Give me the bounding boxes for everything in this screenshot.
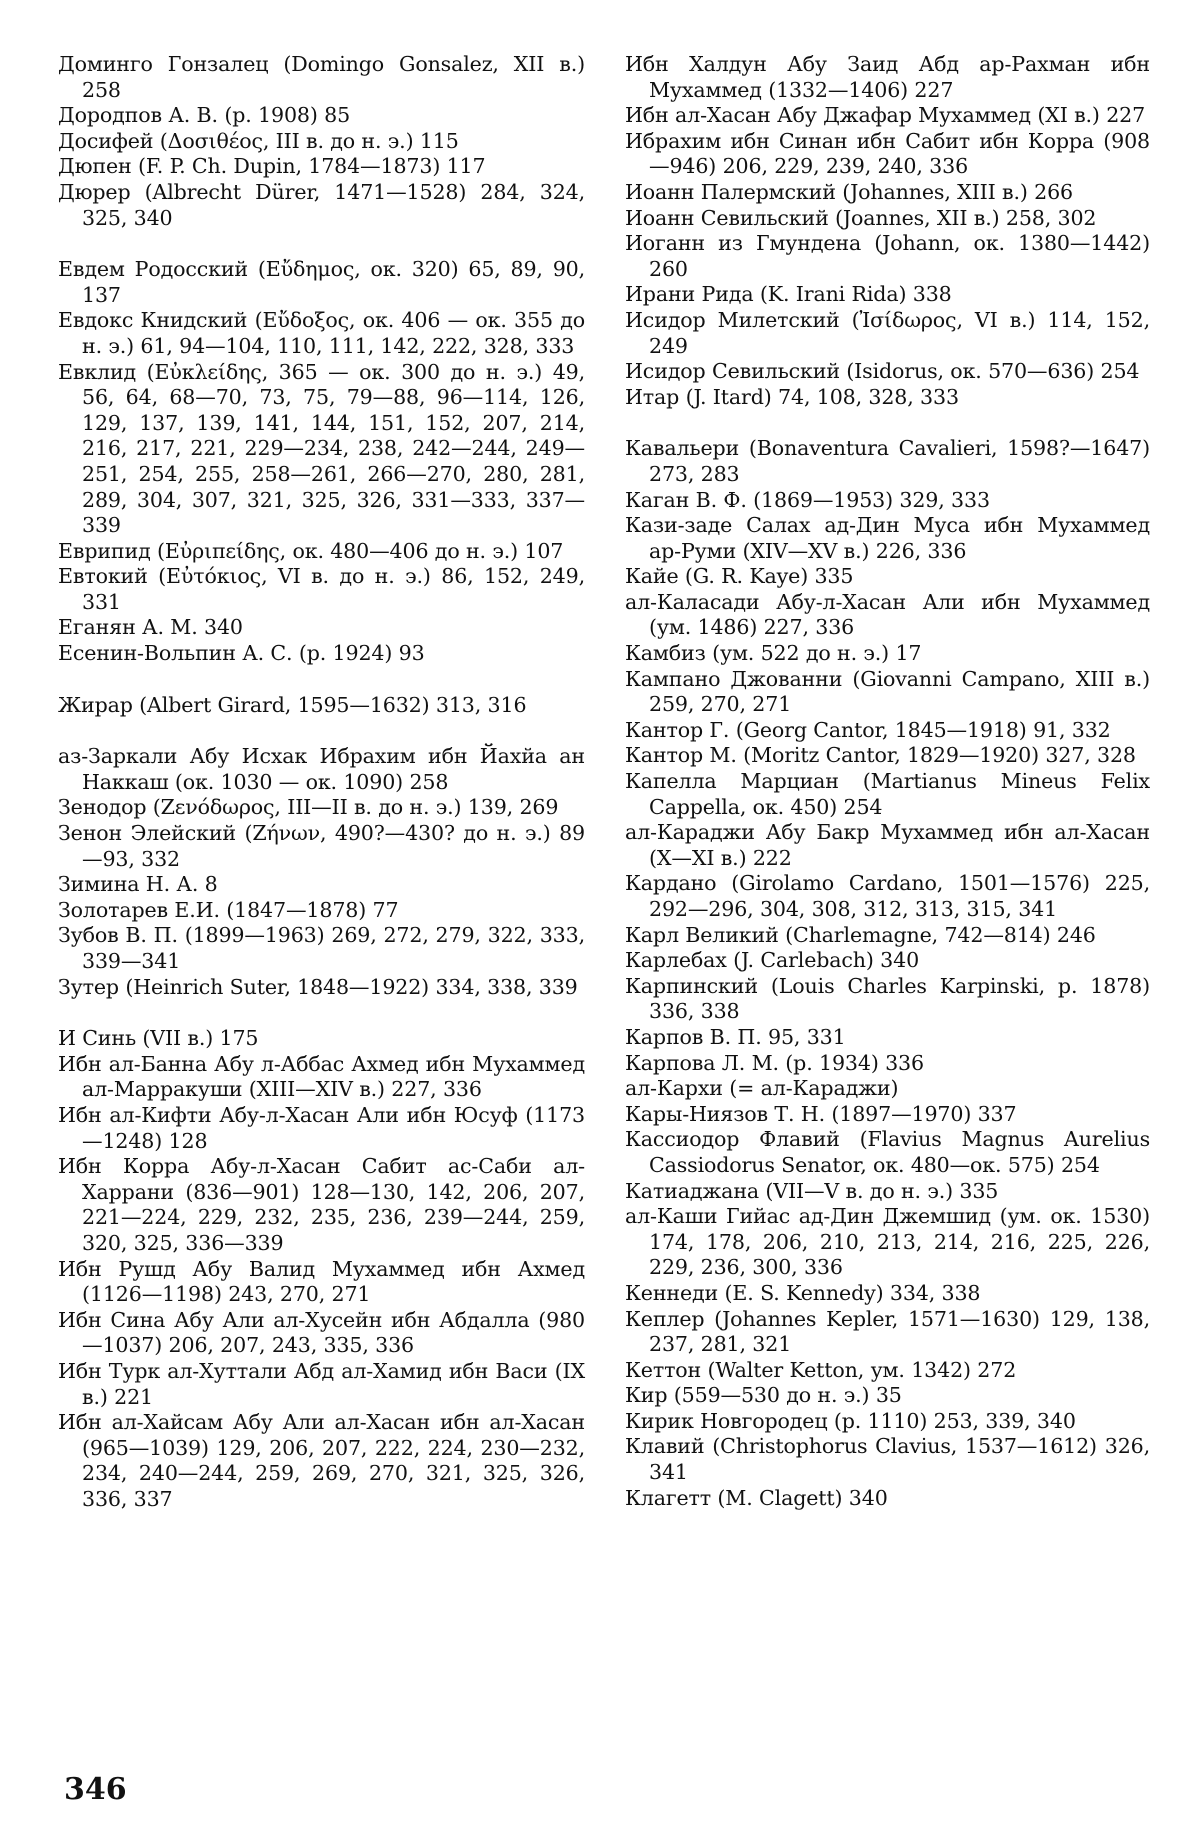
section-gap [58,1000,585,1026]
index-entry: Карпова Л. М. (р. 1934) 336 [625,1050,924,1075]
index-entry: Кир (559—530 до н. э.) 35 [625,1383,902,1408]
index-entry: Камбиз (ум. 522 до н. э.) 17 [625,641,922,666]
index-entry: Дюрер (Albrecht Dürer, 1471—1528) 284, 324, 325, 340 [58,179,585,230]
index-entry: ал-Кархи (= ал-Караджи) [625,1076,899,1101]
index-entry: ал-Каши Гийас ад-Дин Джемшид (ум. ок. 1530) 174, 178, 206, 210, 213, 214, 216, 225, 226, 229, 236, 300, 336 [625,1204,1150,1280]
index-entry: Зутер (Heinrich Suter, 1848—1922) 334, 338, 339 [58,974,578,999]
index-entry: Карлебах (J. Carlebach) 340 [625,948,920,973]
left-column [58,52,585,1512]
index-entry: Евдокс Книдский (Εὔδοξος, ок. 406 — ок. 355 до н. э.) 61, 94—104, 110, 111, 142, 222, 328, 333 [58,308,585,358]
index-entry: ал-Караджи Абу Бакр Мухаммед ибн ал-Хасан (X—XI в.) 222 [625,820,1150,870]
index-entry: Кеплер (Johannes Kepler, 1571—1630) 129, 138, 237, 281, 321 [625,1306,1150,1357]
index-entry: Кеттон (Walter Ketton, ум. 1342) 272 [625,1357,1017,1382]
index-entry: Кирик Новгородец (р. 1110) 253, 339, 340 [625,1408,1076,1433]
index-entry: Евтокий (Εὐτόκιος, VI в. до н. э.) 86, 152, 249, 331 [58,564,585,614]
index-entry: Ибн ал-Хасан Абу Джафар Мухаммед (XI в.) 227 [625,103,1146,128]
index-entry: Исидор Севильский (Isidorus, ок. 570—636) 254 [625,359,1140,384]
index-entry: Ибн Турк ал-Хуттали Абд ал-Хамид ибн Васи (IX в.) 221 [58,1358,585,1409]
index-entry: аз-Заркали Абу Исхак Ибрахим ибн Йахйа ан Наккаш (ок. 1030 — ок. 1090) 258 [58,744,585,794]
index-entry: Доминго Гонзалец (Domingo Gonsalez, XII в.) 258 [58,52,585,102]
page-number: 346 [64,1772,127,1807]
index-entry: Ибн Рушд Абу Валид Мухаммед ибн Ахмед (1126—1198) 243, 270, 271 [58,1256,585,1307]
index-entry: Кампано Джованни (Giovanni Campano, XIII в.) 259, 270, 271 [625,666,1150,717]
index-entry: Кары-Ниязов Т. Н. (1897—1970) 337 [625,1101,1017,1126]
index-entry: Ирани Рида (K. Irani Rida) 338 [625,282,952,307]
index-entry: Еганян А. М. 340 [58,615,243,640]
index-entry: Кантор Г. (Georg Cantor, 1845—1918) 91, 332 [625,717,1111,742]
section-gap [58,718,585,744]
index-entry: Исидор Милетский (Ἰσίδωρος, VI в.) 114, 152, 249 [625,307,1150,358]
index-entry: Зенон Элейский (Ζήνων, 490?—430? до н. э.) 89—93, 332 [58,821,585,871]
index-entry: Карл Великий (Charlemagne, 742—814) 246 [625,922,1096,947]
index-entry: Карпов В. П. 95, 331 [625,1024,846,1049]
index-entry: Ибн ал-Хайсам Абу Али ал-Хасан ибн ал-Хасан (965—1039) 129, 206, 207, 222, 224, 230—232, 234, 240—244, 259, 269, 270, 321, 325, 326, 336, 337 [58,1410,585,1511]
index-entry: Каган В. Ф. (1869—1953) 329, 333 [625,487,990,512]
index-entry: Зенодор (Ζενόδωρος, III—II в. до н. э.) 139, 269 [58,795,559,820]
index-entry: Дородпов А. В. (р. 1908) 85 [58,103,351,128]
right-column [625,52,1150,1511]
index-entry: Кавальери (Bonaventura Cavalieri, 1598?—1647) 273, 283 [625,436,1150,486]
index-entry: Кассиодор Флавий (Flavius Magnus Aurelius Cassiodorus Senator, ок. 480—ок. 575) 254 [625,1127,1150,1177]
index-entry: Капелла Марциан (Martianus Mineus Felix Cappella, ок. 450) 254 [625,769,1150,819]
index-entry: Иоанн Палермский (Johannes, XIII в.) 266 [625,179,1073,204]
index-entry: Досифей (Δοσιθέος, III в. до н. э.) 115 [58,128,459,153]
index-entry: Карпинский (Louis Charles Karpinski, р. 1878) 336, 338 [625,973,1150,1024]
index-entry: Катиаджана (VII—V в. до н. э.) 335 [625,1178,999,1203]
index-entry: Клавий (Christophorus Clavius, 1537—1612) 326, 341 [625,1434,1150,1485]
index-entry: Кази-заде Салах ад-Дин Муса ибн Мухаммед ар-Руми (XIV—XV в.) 226, 336 [625,513,1150,563]
index-entry: Ибрахим ибн Синан ибн Сабит ибн Корра (908—946) 206, 229, 239, 240, 336 [625,128,1150,179]
index-entry: Ибн Корра Абу-л-Хасан Сабит ас-Саби ал-Харрани (836—901) 128—130, 142, 206, 207, 221—224, 229, 232, 235, 236, 239—244, 259, 320, 325, 336—339 [58,1154,585,1255]
index-entry: Клагетт (M. Clagett) 340 [625,1485,888,1510]
index-entry: Зубов В. П. (1899—1963) 269, 272, 279, 322, 333, 339—341 [58,923,585,973]
index-entry: Золотарев Е.И. (1847—1878) 77 [58,897,399,922]
index-entry: Кантор М. (Moritz Cantor, 1829—1920) 327, 328 [625,743,1136,768]
index-entry: Евклид (Εὐκλείδης, 365 — ок. 300 до н. э.) 49, 56, 64, 68—70, 73, 75, 79—88, 96—114, 126, 129, 137, 139, 141, 144, 151, 152, 207, 214, 216, 217, 221, 229—234, 238, 242—244, 249—251, 254, 255, 258—261, 266—270, 280, 281, 289, 304, 307, 321, 325, 326, 331—333, 337—339 [58,359,585,538]
index-entry: Ибн ал-Кифти Абу-л-Хасан Али ибн Юсуф (1173—1248) 128 [58,1102,585,1153]
section-gap [625,410,1150,436]
index-entry: Итар (J. Itard) 74, 108, 328, 333 [625,384,959,409]
section-gap [58,667,585,693]
index-entry: ал-Каласади Абу-л-Хасан Али ибн Мухаммед (ум. 1486) 227, 336 [625,589,1150,640]
index-entry: Дюпен (F. P. Ch. Dupin, 1784—1873) 117 [58,154,486,179]
index-entry: Ибн Сина Абу Али ал-Хусейн ибн Абдалла (980—1037) 206, 207, 243, 335, 336 [58,1307,585,1358]
index-entry: Ибн ал-Банна Абу л-Аббас Ахмед ибн Мухаммед ал-Марракуши (XIII—XIV в.) 227, 336 [58,1051,585,1102]
index-entry: Кеннеди (E. S. Kennedy) 334, 338 [625,1280,981,1305]
index-entry: Еврипид (Εὐριπείδης, ок. 480—406 до н. э.) 107 [58,538,564,563]
index-entry: Жирар (Albert Girard, 1595—1632) 313, 316 [58,692,527,717]
index-entry: Иоганн из Гмундена (Johann, ок. 1380—1442) 260 [625,231,1150,281]
index-entry: Кардано (Girolamo Cardano, 1501—1576) 225, 292—296, 304, 308, 312, 313, 315, 341 [625,871,1150,921]
index-entry: Есенин-Вольпин А. С. (р. 1924) 93 [58,641,425,666]
index-entry: Зимина Н. А. 8 [58,872,218,897]
section-gap [58,231,585,257]
index-entry: Ибн Халдун Абу Заид Абд ар-Рахман ибн Мухаммед (1332—1406) 227 [625,52,1150,102]
index-entry: И Синь (VII в.) 175 [58,1026,259,1051]
index-entry: Евдем Родосский (Εὔδημος, ок. 320) 65, 89, 90, 137 [58,257,585,307]
index-entry: Кайе (G. R. Kaye) 335 [625,564,854,589]
index-entry: Иоанн Севильский (Joannes, XII в.) 258, 302 [625,205,1097,230]
